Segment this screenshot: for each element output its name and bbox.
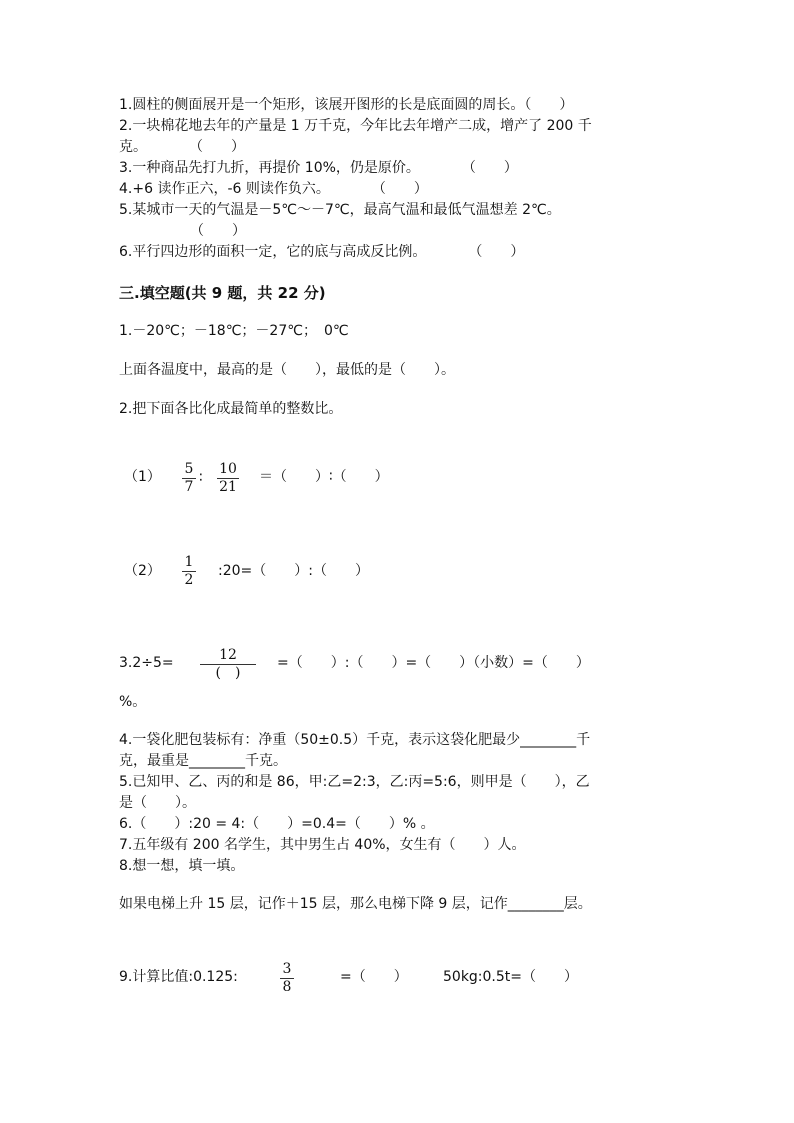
fill-question-3-lead: 3.2÷5= [119, 655, 174, 671]
fraction-numerator: 5 [184, 461, 194, 477]
judge-question-5-line2: （ ） [190, 223, 246, 239]
fill-question-2-2-label: （2） [124, 563, 161, 579]
fraction-numerator: 3 [282, 961, 292, 977]
fraction-ten-twentyoneths [217, 462, 239, 496]
fill-question-2-1-label: （1） [124, 469, 161, 485]
ratio-colon: ∶ [199, 470, 203, 486]
judge-question-1: 1.圆柱的侧面展开是一个矩形，该展开图形的长是底面圆的周长。（ ） [119, 97, 574, 113]
fraction-numerator: 12 [219, 647, 237, 663]
fill-question-2-prompt: 2.把下面各比化成最简单的整数比。 [119, 401, 343, 417]
judge-question-5-line1: 5.某城市一天的气温是－5℃～－7℃，最高气温和最低气温想差 2℃。 [119, 202, 561, 218]
judge-question-6: 6.平行四边形的面积一定，它的底与高成反比例。 （ ） [119, 244, 525, 260]
fraction-twelve-over-blank [200, 648, 256, 682]
judge-question-2-line1: 2.一块棉花地去年的产量是 1 万千克，今年比去年增产二成，增产了 200 千 [119, 118, 592, 134]
fraction-denominator: ( ) [215, 665, 241, 682]
fill-question-2-1-answer: ＝（ ）∶（ ） [259, 469, 389, 485]
fraction-denominator: 2 [184, 572, 194, 589]
fill-question-8-body: 如果电梯上升 15 层，记作＋15 层，那么电梯下降 9 层，记作________层。 [119, 896, 592, 912]
fill-question-9-answer-1: =（ ） [340, 969, 408, 985]
fill-question-4-line1: 4.一袋化肥包装标有：净重（50±0.5）千克，表示这袋化肥最少________千 [119, 732, 591, 748]
fill-question-9-lead: 9.计算比值:0.125: [119, 969, 238, 985]
fraction-numerator: 10 [219, 461, 237, 477]
fraction-denominator: 21 [219, 479, 237, 496]
fraction-denominator: 7 [184, 479, 194, 496]
fill-question-2-2-answer: :20=（ ）:（ ） [218, 563, 369, 579]
section-heading: 三.填空题(共 9 题，共 22 分) [119, 284, 326, 302]
fill-question-6: 6.（ ）:20 = 4:（ ）=0.4=（ ）% 。 [119, 816, 435, 832]
fill-question-1-temps: 1.－20℃；－18℃；－27℃； 0℃ [119, 323, 349, 339]
fraction-three-eighths [280, 962, 294, 996]
fraction-one-half [182, 555, 196, 589]
fill-question-4-line2: 克，最重是________千克。 [119, 753, 287, 769]
fill-question-5-line1: 5.已知甲、乙、丙的和是 86，甲:乙=2:3，乙:丙=5:6，则甲是（ ），乙 [119, 774, 590, 790]
fill-question-5-line2: 是（ ）。 [119, 795, 196, 811]
fraction-numerator: 1 [184, 554, 194, 570]
fill-question-3-tail: %。 [119, 694, 147, 710]
fill-question-9-answer-2: 50kg:0.5t=（ ） [443, 969, 579, 985]
judge-question-3: 3.一种商品先打九折，再提价 10%，仍是原价。 （ ） [119, 160, 518, 176]
fraction-denominator: 8 [282, 979, 292, 996]
fill-question-8-prompt: 8.想一想，填一填。 [119, 858, 245, 874]
fill-question-1-prompt: 上面各温度中，最高的是（ ），最低的是（ ）。 [119, 362, 455, 378]
fraction-five-sevenths [182, 462, 196, 496]
fill-question-3-answer: =（ ）:（ ）=（ ）（小数）=（ ） [277, 655, 590, 671]
judge-question-4: 4.+6 读作正六，-6 则读作负六。 （ ） [119, 181, 428, 197]
fill-question-7: 7.五年级有 200 名学生，其中男生占 40%，女生有（ ）人。 [119, 837, 526, 853]
judge-question-2-line2: 克。 （ ） [119, 139, 245, 155]
